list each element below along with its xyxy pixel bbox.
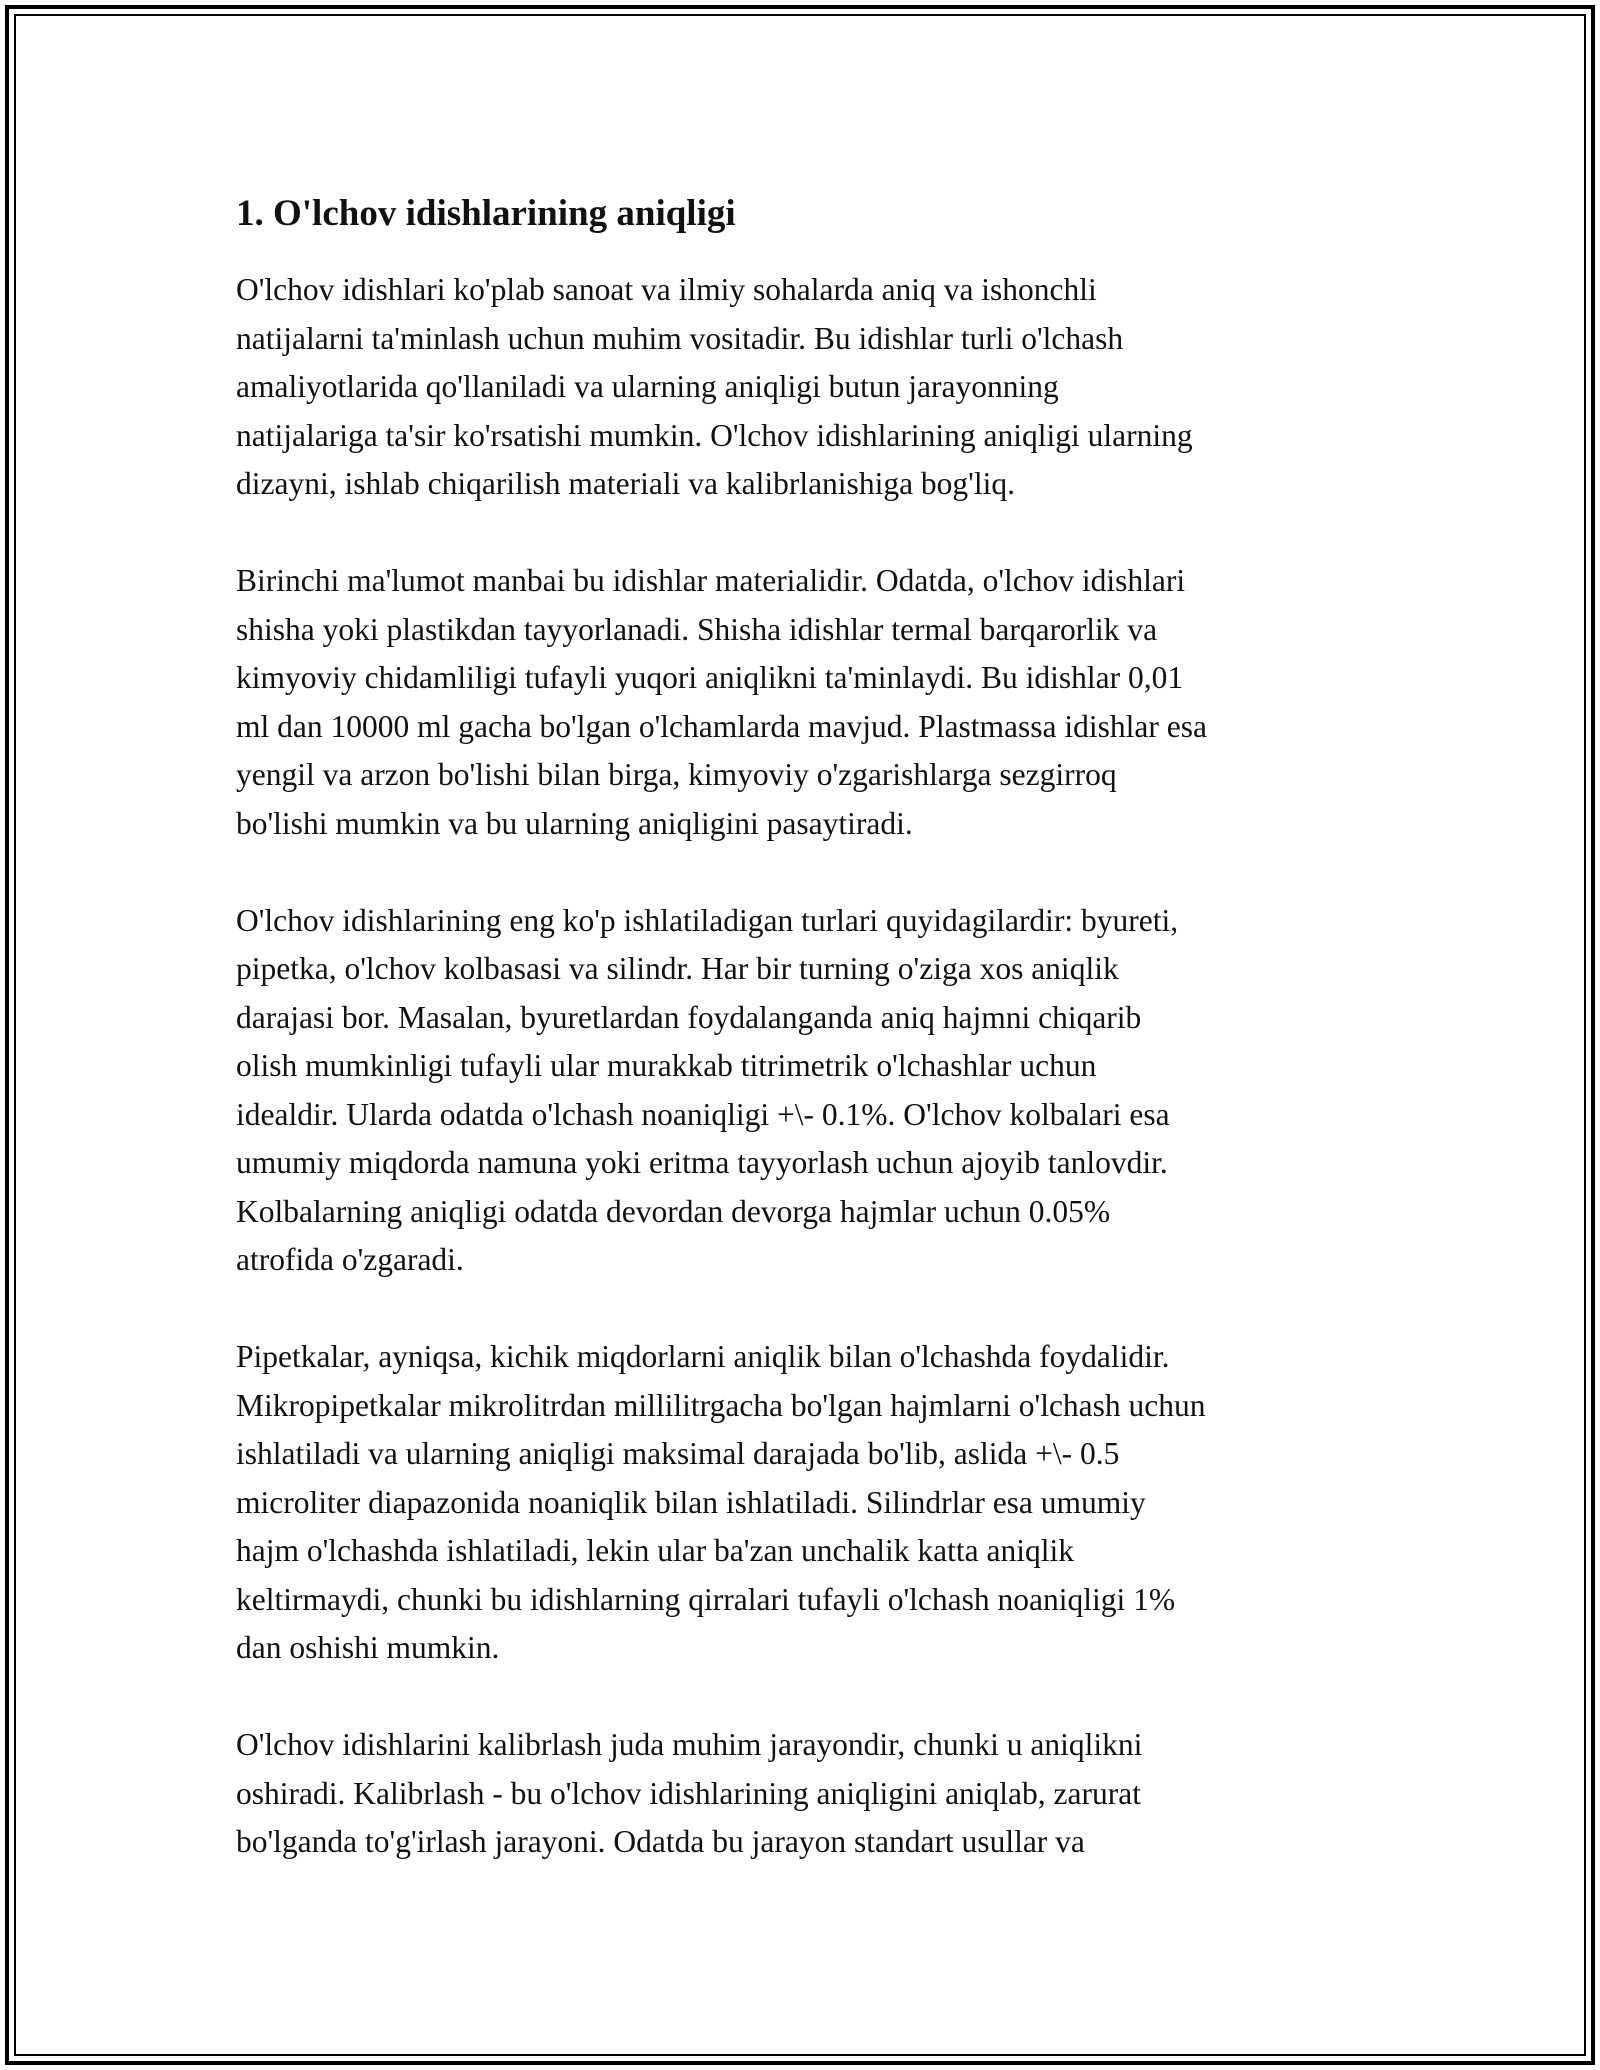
document-body bbox=[236, 190, 1386, 1915]
section-title: 1. O'lchov idishlarining aniqligi bbox=[236, 193, 736, 234]
paragraph-5: O'lchov idishlarini kalibrlash juda muhim jarayondir, chunki u aniqlikni oshiradi. Kalibrlash - bu o'lchov idishlarining aniqligini aniqlab, zarurat bo'lganda to'g'irlash jarayoni. Odatda bu jarayon standart usullar va bbox=[236, 1727, 1143, 1859]
paragraph-2: Birinchi ma'lumot manbai bu idishlar materialidir. Odatda, o'lchov idishlari shisha yoki plastikdan tayyorlanadi. Shisha idishlar termal barqarorlik va kimyoviy chidamliligi tufayli yuqori aniqlikni ta'minlaydi. Bu idishlar 0,01 ml dan 10000 ml gacha bo'lgan o'lchamlarda mavjud. Plastmassa idishlar esa yengil va arzon bo'lishi bilan birga, kimyoviy o'zgarishlarga sezgirroq bo'lishi mumkin va bu ularning aniqligini pasaytiradi. bbox=[236, 563, 1207, 841]
paragraph-3: O'lchov idishlarining eng ko'p ishlatiladigan turlari quyidagilardir: byureti, pipetka, o'lchov kolbasasi va silindr. Har bir turning o'ziga xos aniqlik darajasi bor. Masalan, byuretlardan foydalanganda aniq hajmni chiqarib olish mumkinligi tufayli ular murakkab titrimetrik o'lchashlar uchun idealdir. Ularda odatda o'lchash noaniqligi +\- 0.1%. O'lchov kolbalari esa umumiy miqdorda namuna yoki eritma tayyorlash uchun ajoyib tanlovdir. Kolbalarning aniqligi odatda devordan devorga hajmlar uchun 0.05% atrofida o'zgaradi. bbox=[236, 902, 1179, 1277]
paragraph-4: Pipetkalar, ayniqsa, kichik miqdorlarni aniqlik bilan o'lchashda foydalidir. Mikropipetkalar mikrolitrdan millilitrgacha bo'lgan hajmlarni o'lchash uchun ishlatiladi va ularning aniqligi maksimal darajada bo'lib, aslida +\- 0.5 microliter diapazonida noaniqlik bilan ishlatiladi. Silindrlar esa umumiy hajm o'lchashda ishlatiladi, lekin ular ba'zan unchalik katta aniqlik keltirmaydi, chunki bu idishlarning qirralari tufayli o'lchash noaniqligi 1% dan oshishi mumkin. bbox=[236, 1339, 1206, 1665]
paragraph-1: O'lchov idishlari ko'plab sanoat va ilmiy sohalarda aniq va ishonchli natijalarni ta'minlash uchun muhim vositadir. Bu idishlar turli o'lchash amaliyotlarida qo'llaniladi va ularning aniqligi butun jarayonning natijalariga ta'sir ko'rsatishi mumkin. O'lchov idishlarining aniqligi ularning dizayni, ishlab chiqarilish materiali va kalibrlanishiga bog'liq. bbox=[236, 272, 1193, 501]
